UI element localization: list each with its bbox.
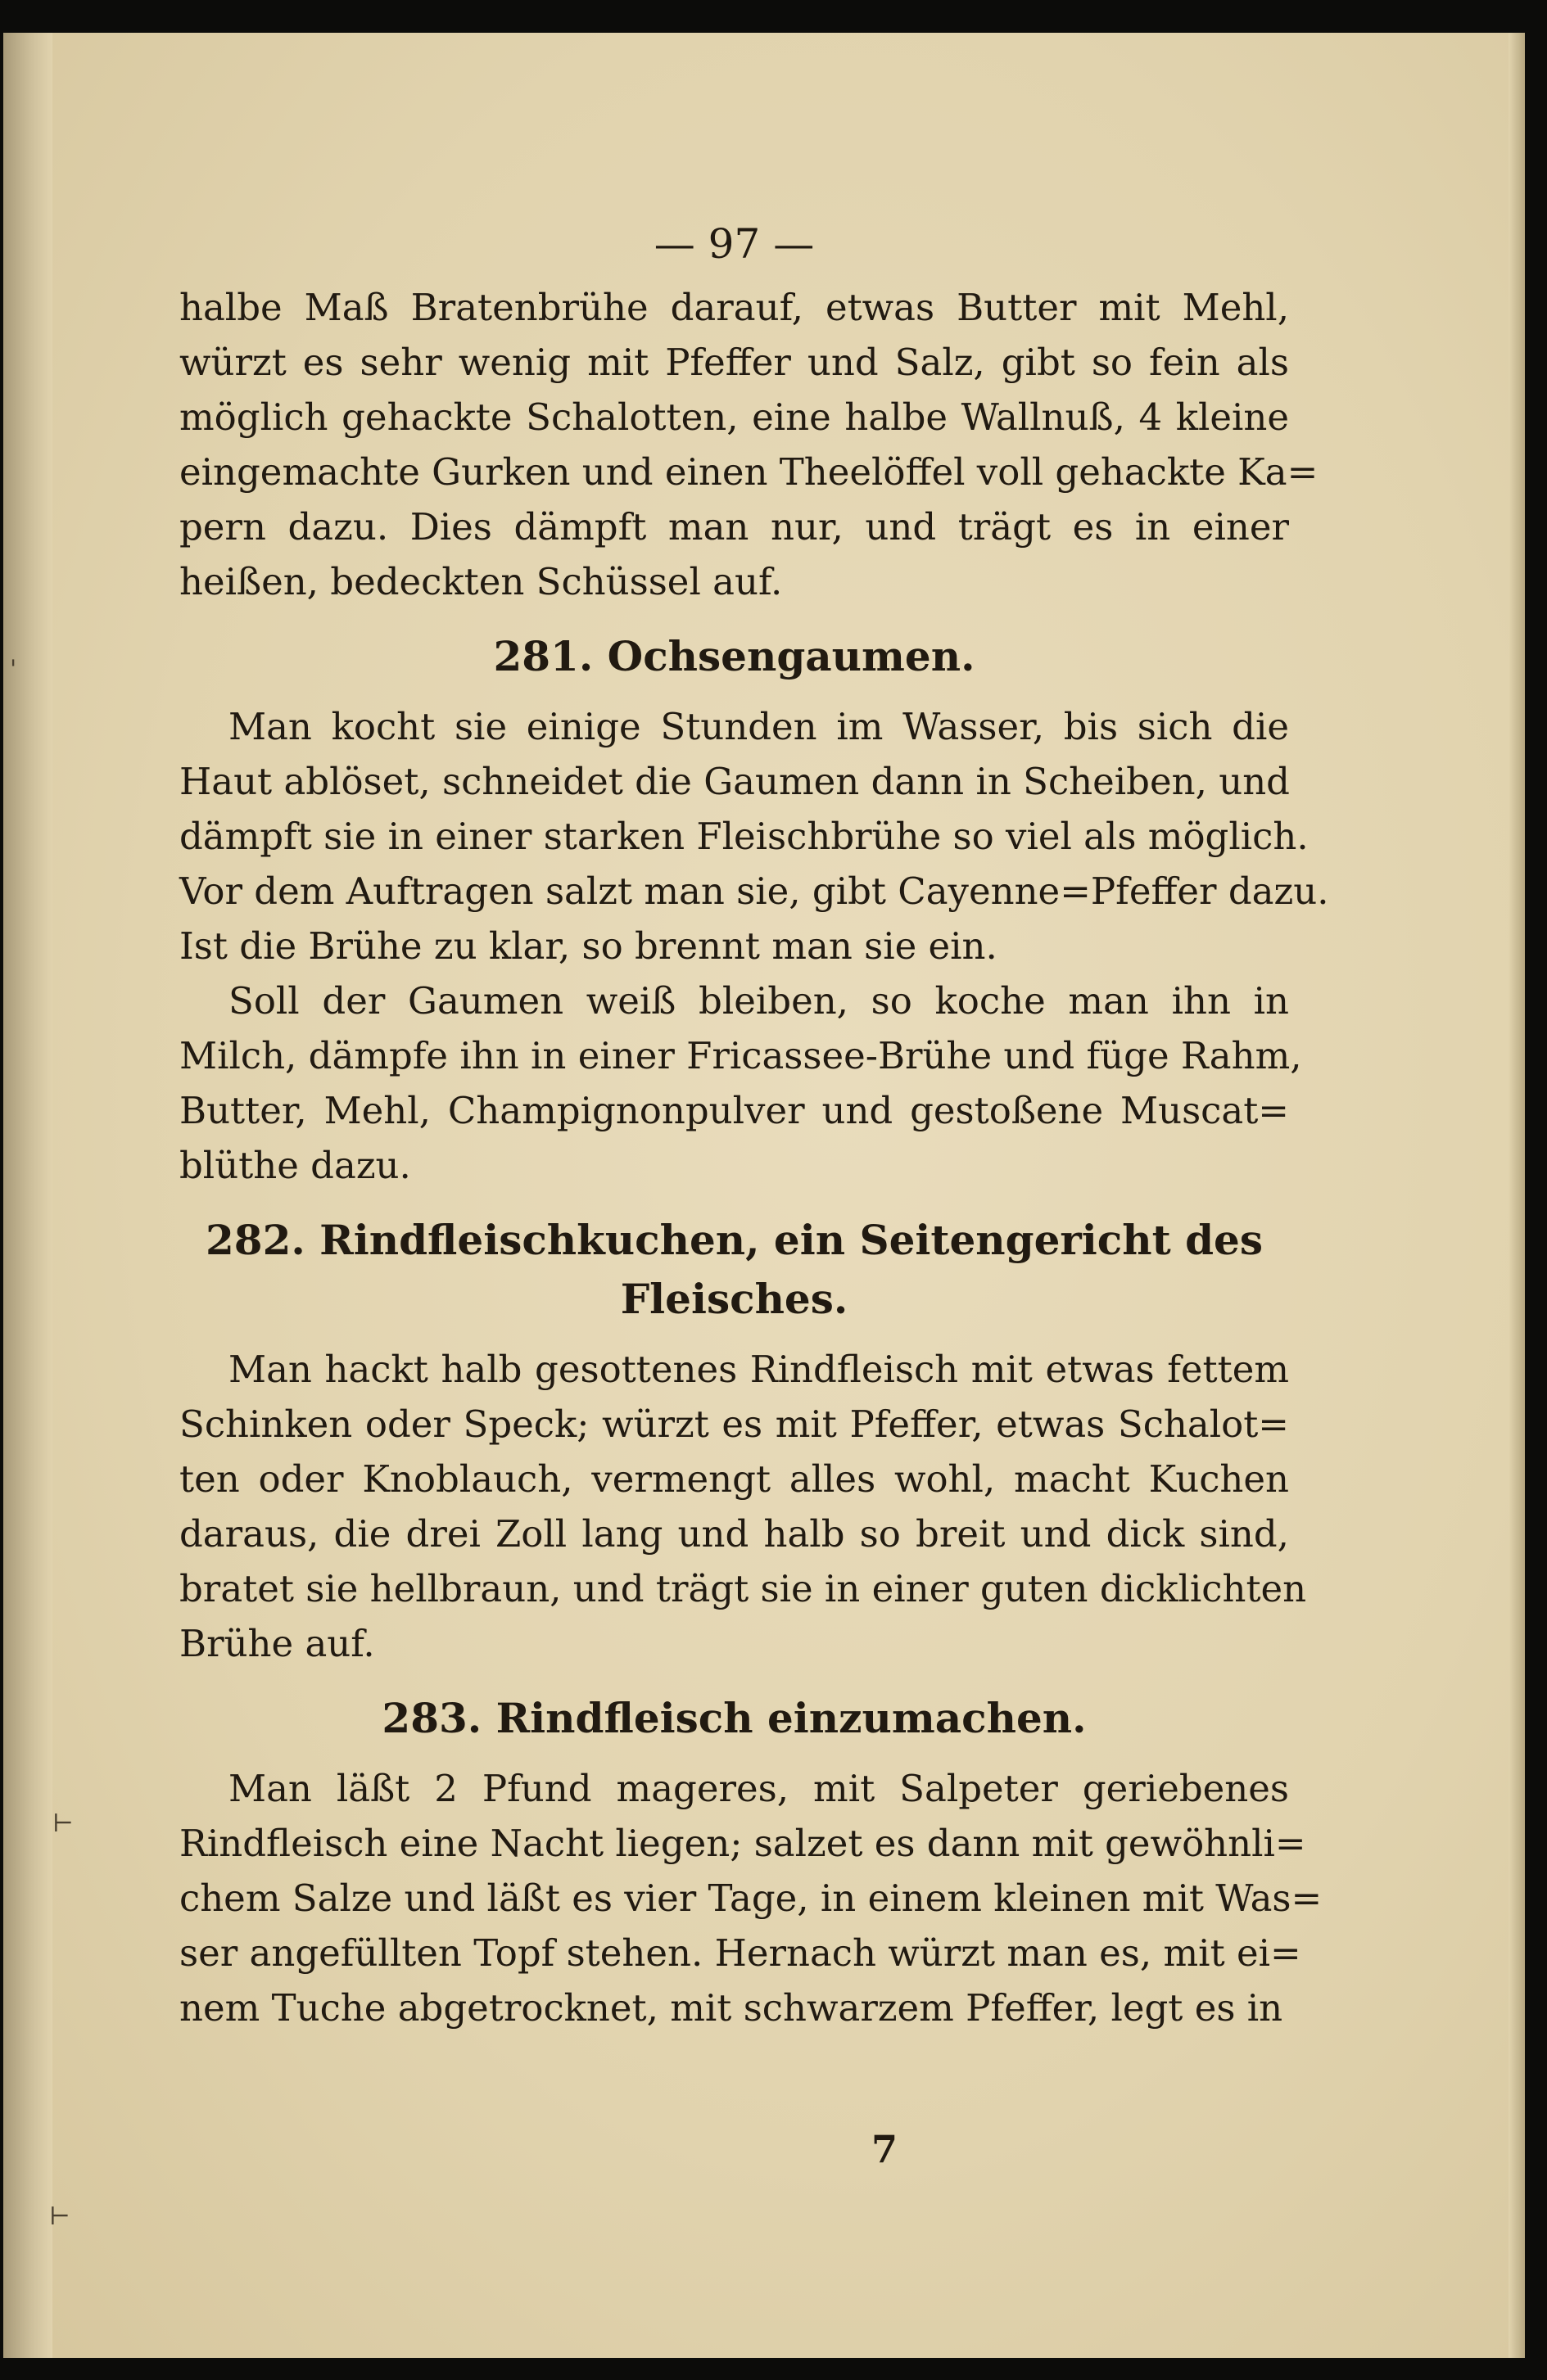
heading-line: Fleisches.	[620, 1275, 848, 1323]
text-line: ser angefüllten Topf stehen. Hernach würzt man es, mit ei=	[179, 1931, 1301, 1975]
text-line: chem Salze und läßt es vier Tage, in einem kleinen mit Was=	[179, 1876, 1323, 1920]
margin-tick-mark: ⊢	[52, 1809, 74, 1838]
paragraph	[179, 1342, 1307, 1671]
signature-mark: 7	[871, 2127, 898, 2171]
text-line: Haut ablöset, schneidet die Gaumen dann in Scheiben, und	[179, 760, 1290, 803]
text-line: Milch, dämpfe ihn in einer Fricassee-Brühe und füge Rahm,	[179, 1034, 1302, 1077]
text-blocks	[179, 280, 1329, 2035]
text-line: Vor dem Auftragen salzt man sie, gibt Cayenne=Pfeffer dazu.	[179, 869, 1329, 913]
text-line: würzt es sehr wenig mit Pfeffer und Salz, gibt so fein als	[179, 341, 1289, 384]
text-line: pern dazu. Dies dämpft man nur, und trägt es in einer	[179, 505, 1289, 549]
text-line: bratet sie hellbraun, und trägt sie in einer guten dicklichten	[179, 1567, 1307, 1610]
text-line: dämpft sie in einer starken Fleischbrühe so viel als möglich.	[179, 815, 1309, 858]
text-line: Rindfleisch eine Nacht liegen; salzet es dann mit gewöhnli=	[179, 1822, 1306, 1865]
heading-line: 281. Ochsengaumen.	[493, 632, 975, 680]
text-line: Schinken oder Speck; würzt es mit Pfeffer, etwas Schalot=	[179, 1402, 1289, 1446]
text-line: daraus, die drei Zoll lang und halb so breit und dick sind,	[179, 1512, 1289, 1556]
paragraph	[179, 699, 1329, 973]
heading-line: 283. Rindfleisch einzumachen.	[382, 1694, 1087, 1742]
text-line: ten oder Knoblauch, vermengt alles wohl, macht Kuchen	[179, 1457, 1289, 1501]
page-edge	[1509, 33, 1525, 2358]
heading-line: 282. Rindfleischkuchen, ein Seitengericht des	[206, 1216, 1263, 1264]
text-line: Man kocht sie einige Stunden im Wasser, bis sich die	[228, 705, 1289, 748]
text-line: möglich gehackte Schalotten, eine halbe Wallnuß, 4 kleine	[179, 395, 1289, 439]
paragraph	[179, 973, 1302, 1193]
text-line: Butter, Mehl, Champignonpulver und gestoßene Muscat=	[179, 1089, 1289, 1132]
margin-tick-mark: '	[10, 655, 17, 684]
text-line: Brühe auf.	[179, 1622, 375, 1665]
text-line: Ist die Brühe zu klar, so brennt man sie ein.	[179, 924, 997, 968]
text-line: blüthe dazu.	[179, 1144, 411, 1187]
page-number: — 97 —	[654, 220, 815, 268]
section-heading	[179, 627, 1289, 686]
section-heading	[179, 1211, 1289, 1329]
section-heading	[179, 1689, 1289, 1748]
book-page	[3, 33, 1525, 2358]
text-line: eingemachte Gurken und einen Theelöffel voll gehackte Ka=	[179, 450, 1319, 494]
text-line: Man hackt halb gesottenes Rindfleisch mit etwas fettem	[228, 1348, 1289, 1391]
margin-tick-mark: ⊢	[49, 2202, 70, 2231]
paragraph	[179, 280, 1319, 609]
paragraph	[179, 1761, 1323, 2035]
text-line: Man läßt 2 Pfund mageres, mit Salpeter geriebenes	[228, 1767, 1289, 1810]
page-content	[179, 219, 1329, 2035]
text-line: halbe Maß Bratenbrühe darauf, etwas Butter mit Mehl,	[179, 286, 1289, 329]
text-line: Soll der Gaumen weiß bleiben, so koche man ihn in	[228, 979, 1289, 1023]
text-line: nem Tuche abgetrocknet, mit schwarzem Pfeffer, legt es in	[179, 1986, 1283, 2030]
page-gutter	[3, 33, 52, 2358]
text-line: heißen, bedeckten Schüssel auf.	[179, 560, 783, 603]
